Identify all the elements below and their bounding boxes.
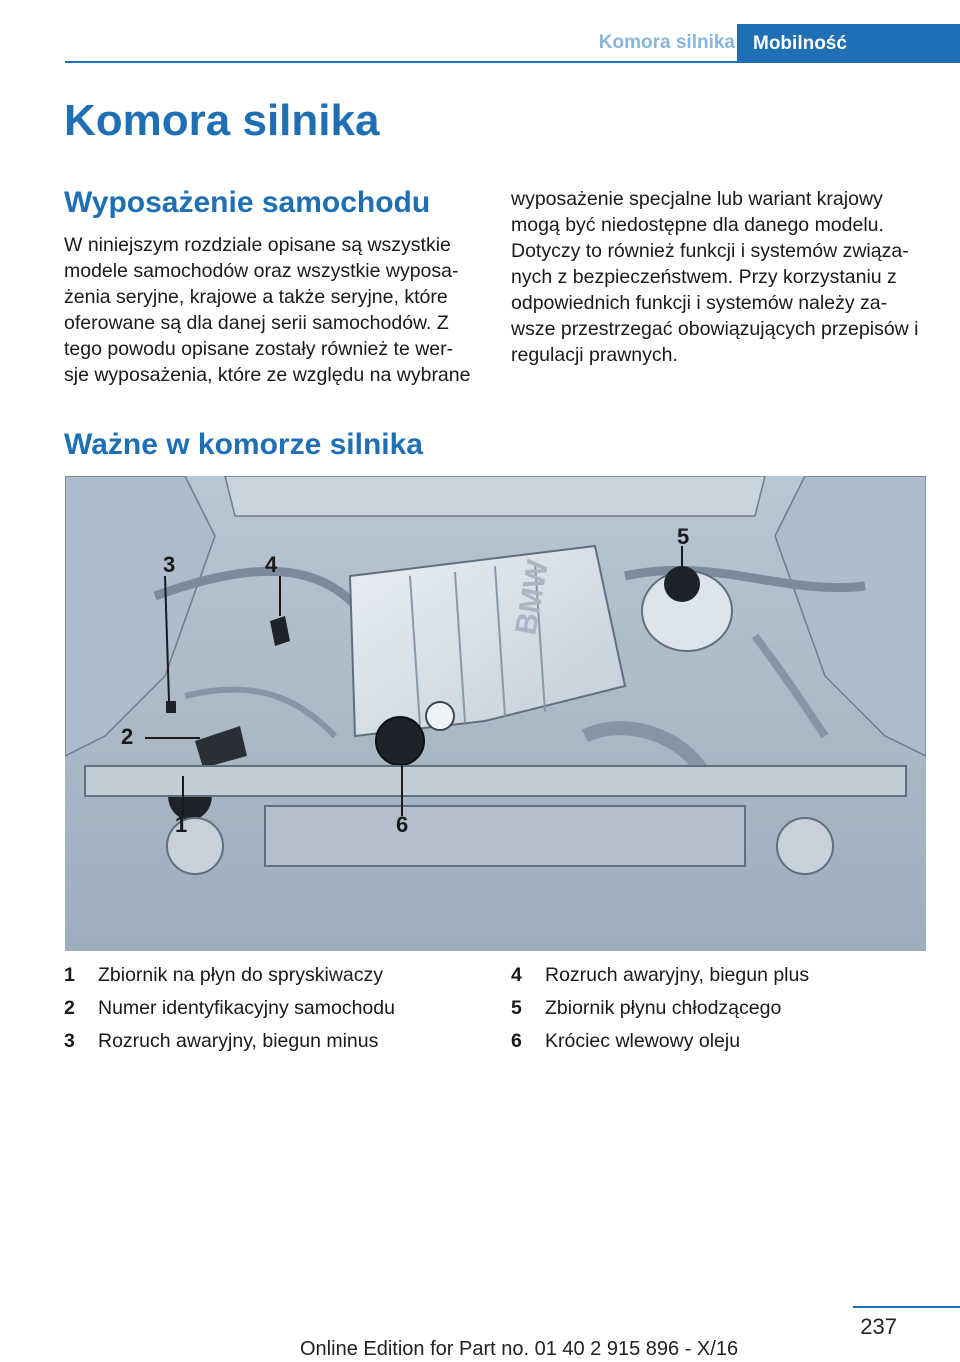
legend-text: Króciec wlewowy oleju	[545, 1030, 741, 1052]
text-line: żenia seryjne, krajowe a także seryjne, które	[64, 286, 448, 308]
oil-filler-cap-icon	[376, 717, 424, 765]
text-line: tego powodu opisane zostały również te wer-	[64, 338, 454, 360]
section-heading-equipment: Wyposażenie samochodu	[64, 186, 431, 219]
legend-number: 4	[511, 964, 522, 986]
text-line: wsze przestrzegać obowiązujących przepisów i	[511, 318, 919, 340]
header-rule	[65, 61, 960, 63]
callout-1: 1	[175, 812, 188, 837]
legend-number: 6	[511, 1030, 522, 1052]
section-heading-engine-bay: Ważne w komorze silnika	[64, 428, 423, 461]
coolant-cap-icon	[664, 566, 700, 602]
list-item	[64, 995, 484, 1028]
list-item	[64, 962, 484, 995]
text-line: modele samochodów oraz wszystkie wyposa-	[64, 260, 459, 282]
list-item	[511, 1028, 931, 1061]
text-line: mogą być niedostępne dla danego modelu.	[511, 214, 884, 236]
equipment-text-col1	[64, 232, 484, 388]
equipment-text-col2	[511, 186, 941, 368]
page-number: 237	[860, 1314, 897, 1339]
legend-text: Numer identyfikacyjny samochodu	[98, 997, 395, 1019]
list-item	[511, 995, 931, 1028]
legend-number: 1	[64, 964, 75, 986]
text-line: regulacji prawnych.	[511, 344, 678, 366]
page-title: Komora silnika	[64, 96, 380, 145]
footer-rule	[853, 1306, 960, 1308]
list-item	[511, 962, 931, 995]
callout-4: 4	[265, 552, 278, 577]
jump-start-minus-terminal	[166, 701, 176, 713]
callout-5: 5	[677, 524, 690, 549]
list-item	[64, 1028, 484, 1061]
legend-list-left	[64, 962, 484, 1061]
engine-logo-text: BMW	[509, 557, 555, 638]
text-line: odpowiednich funkcji i systemów należy za-	[511, 292, 888, 314]
header-section-label: Komora silnika	[598, 32, 735, 53]
legend-number: 5	[511, 997, 522, 1019]
legend-text: Rozruch awaryjny, biegun minus	[98, 1030, 379, 1052]
callout-2: 2	[121, 724, 134, 749]
legend-text: Rozruch awaryjny, biegun plus	[545, 964, 810, 986]
legend-list-right	[511, 962, 931, 1061]
legend-number: 3	[64, 1030, 75, 1052]
engine-bay-illustration	[65, 476, 926, 951]
text-line: nych z bezpieczeństwem. Przy korzystaniu z	[511, 266, 897, 288]
callout-6: 6	[396, 812, 409, 837]
text-line: W niniejszym rozdziale opisane są wszystkie	[64, 234, 451, 256]
legend-text: Zbiornik na płyn do spryskiwaczy	[98, 964, 384, 986]
edition-note: Online Edition for Part no. 01 40 2 915 896 - X/16	[300, 1338, 739, 1360]
bmw-emblem-icon	[426, 702, 454, 730]
legend-text: Zbiornik płynu chłodzącego	[545, 997, 782, 1019]
legend-number: 2	[64, 997, 75, 1019]
callout-3: 3	[163, 552, 176, 577]
text-line: sje wyposażenia, które ze względu na wybrane	[64, 364, 471, 386]
header-chapter-tab[interactable]: Mobilność	[737, 24, 960, 63]
text-line: wyposażenie specjalne lub wariant krajowy	[511, 188, 883, 210]
text-line: Dotyczy to również funkcji i systemów związa-	[511, 240, 909, 262]
text-line: oferowane są dla danej serii samochodów. Z	[64, 312, 449, 334]
